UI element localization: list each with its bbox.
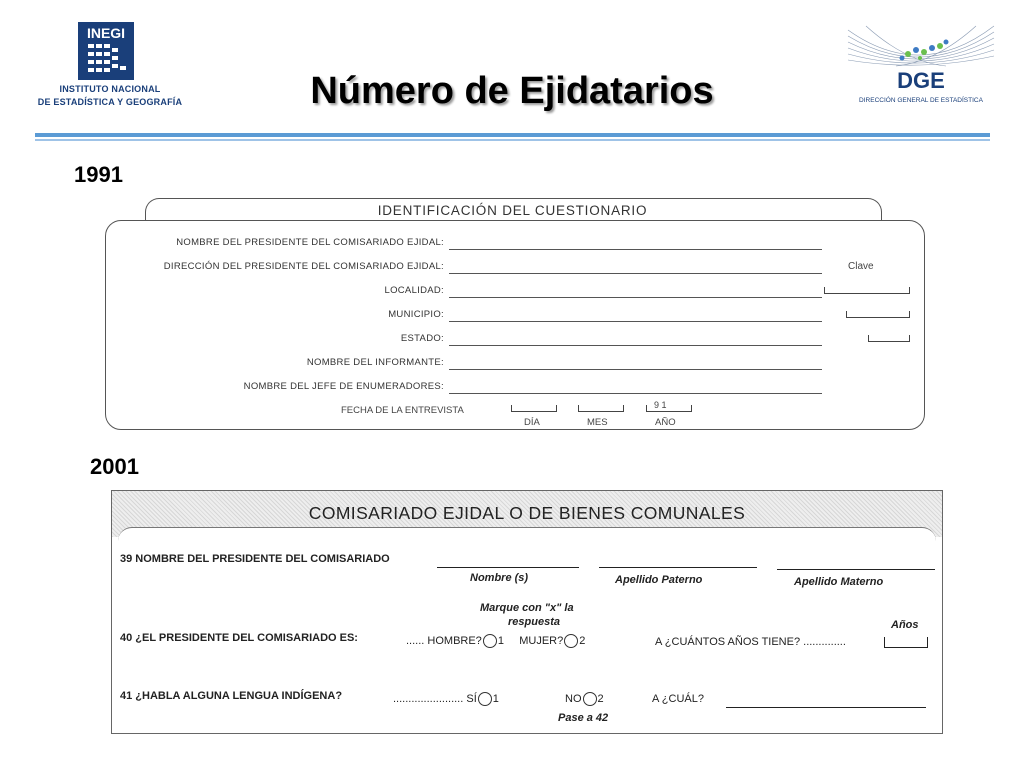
question-41: 41 ¿HABLA ALGUNA LENGUA INDÍGENA? <box>120 690 343 702</box>
q40-age-question: A ¿CUÁNTOS AÑOS TIENE? .............. <box>655 636 846 648</box>
date-year-box <box>646 405 692 412</box>
q41-yes-code: 1 <box>492 692 499 705</box>
field-label-estado: ESTADO: <box>400 333 444 344</box>
q40-options <box>406 634 585 648</box>
q41-which-label: A ¿CUÁL? <box>652 693 704 705</box>
question-40: 40 ¿EL PRESIDENTE DEL COMISARIADO ES: <box>120 632 358 644</box>
q39-name-caption: Nombre (s) <box>470 572 529 584</box>
q39-name-line <box>437 567 579 568</box>
inegi-acronym: INEGI <box>86 25 126 41</box>
header-divider-thin <box>35 139 990 141</box>
q40-male-radio[interactable] <box>483 634 497 648</box>
form-1991-identification <box>105 198 925 430</box>
instruction-line1: Marque con "x" la <box>480 602 574 614</box>
municipio-code-box <box>846 311 910 318</box>
q41-no-label: NO <box>565 692 582 705</box>
q41-yes-radio[interactable] <box>478 692 492 706</box>
date-day-label: DÍA <box>524 417 540 428</box>
localidad-code-box <box>824 287 910 294</box>
q41-no-code: 2 <box>597 692 604 705</box>
header-divider <box>35 133 990 137</box>
form-2001-title: COMISARIADO EJIDAL O DE BIENES COMUNALES <box>308 503 746 523</box>
q40-age-header: Años <box>891 619 919 631</box>
field-line-municipio <box>449 321 822 322</box>
q41-skip-note: Pase a 42 <box>558 712 609 724</box>
field-label-presidente: NOMBRE DEL PRESIDENTE DEL COMISARIADO EJIDAL: <box>176 237 444 248</box>
q40-age-box[interactable] <box>884 637 928 648</box>
form-1991-body <box>105 220 925 430</box>
inegi-name-line2: DE ESTADÍSTICA Y GEOGRAFÍA <box>37 97 183 107</box>
clave-label: Clave <box>848 261 874 272</box>
q40-female-label: MUJER? <box>519 634 564 647</box>
question-39: 39 NOMBRE DEL PRESIDENTE DEL COMISARIADO <box>120 553 390 565</box>
field-label-direccion: DIRECCIÓN DEL PRESIDENTE DEL COMISARIADO EJIDAL: <box>163 261 444 272</box>
q40-female-code: 2 <box>579 634 586 647</box>
q40-male-label: HOMBRE? <box>427 634 482 647</box>
field-label-localidad: LOCALIDAD: <box>384 285 444 296</box>
year-label-2001: 2001 <box>90 454 139 479</box>
field-line-localidad <box>449 297 822 298</box>
inegi-name-line1: INSTITUTO NACIONAL <box>59 84 161 94</box>
instruction-line2: respuesta <box>508 616 560 628</box>
year-label-1991: 1991 <box>74 162 123 187</box>
q41-yes-option <box>393 692 499 706</box>
q39-paternal-caption: Apellido Paterno <box>615 574 703 586</box>
date-day-box <box>511 405 557 412</box>
date-year-label: AÑO <box>655 417 676 428</box>
field-label-municipio: MUNICIPIO: <box>388 309 444 320</box>
q41-no-option <box>565 692 604 706</box>
field-label-informante: NOMBRE DEL INFORMANTE: <box>306 357 444 368</box>
dge-acronym: DGE <box>897 68 945 93</box>
field-line-informante <box>449 369 822 370</box>
date-month-box <box>578 405 624 412</box>
field-label-jefe: NOMBRE DEL JEFE DE ENUMERADORES: <box>243 381 444 392</box>
q40-leader: ...... <box>406 634 425 647</box>
dge-subtitle: DIRECCIÓN GENERAL DE ESTADÍSTICA <box>859 97 983 104</box>
field-line-presidente <box>449 249 822 250</box>
q41-leader: ....................... <box>393 692 464 705</box>
q40-female-radio[interactable] <box>564 634 578 648</box>
dge-logo <box>846 22 996 112</box>
q40-male-code: 1 <box>497 634 504 647</box>
field-line-estado <box>449 345 822 346</box>
dge-network-icon <box>846 22 996 112</box>
date-label: FECHA DE LA ENTREVISTA <box>341 405 464 416</box>
date-month-label: MES <box>587 417 608 428</box>
estado-code-box <box>868 335 910 342</box>
form-2001-comisariado <box>111 490 943 734</box>
field-line-jefe <box>449 393 822 394</box>
q39-paternal-line <box>599 567 757 568</box>
q39-maternal-line <box>777 569 935 570</box>
q41-yes-label: SÍ <box>466 692 477 705</box>
page-title: Número de Ejidatarios <box>310 70 714 112</box>
q39-maternal-caption: Apellido Materno <box>794 576 884 588</box>
form-1991-title: IDENTIFICACIÓN DEL CUESTIONARIO <box>377 203 648 218</box>
date-year-value: 9 1 <box>654 400 667 410</box>
field-line-direccion <box>449 273 822 274</box>
q41-which-line[interactable] <box>726 707 926 708</box>
q41-no-radio[interactable] <box>583 692 597 706</box>
